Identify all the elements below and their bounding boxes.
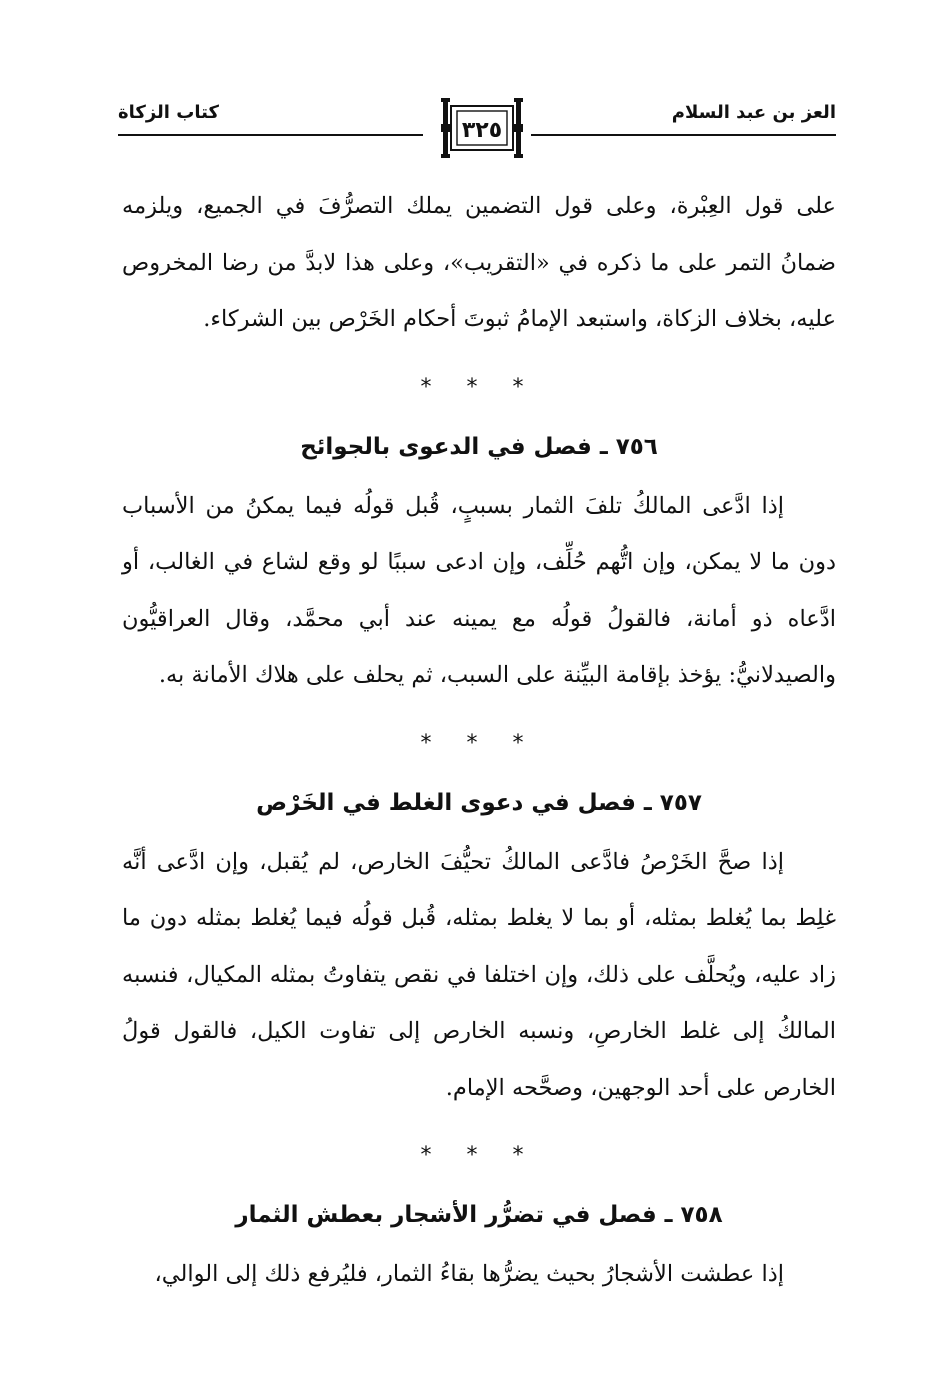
running-title-book: كتاب الزكاة xyxy=(118,102,219,123)
page-header xyxy=(100,92,836,172)
section-heading-757: ٧٥٧ ـ فصل في دعوى الغلط في الخَرْص xyxy=(256,789,702,816)
section-756-paragraph: إذا ادَّعى المالكُ تلفَ الثمار بسببٍ، قُبل قولُه فيما يمكنُ من الأسباب دون ما لا يمكن، وإن اتُّهم حُلِّف، وإن ادعى سببًا لو وقع لشاع في الغالب، أو ادَّعاه ذو أمانة، فالقولُ قولُه مع يمينه عند أبي محمَّد، وقال العراقيُّون والصيدلانيُّ: يؤخذ بإقامة البيِّنة على السبب، ثم يحلف على هلاك الأمانة به. xyxy=(122,492,836,688)
page-number: ٣٢٥ xyxy=(461,118,503,143)
section-757-paragraph: إذا صحَّ الخَرْصُ فادَّعى المالكُ تحيُّفَ الخارص، لم يُقبل، وإن ادَّعى أنَّه غلِط بما يُغلط بمثله، أو بما لا يغلط بمثله، قُبل قولُه فيما يُغلط بمثله دون ما زاد عليه، ويُحلَّف على ذلك، وإن اختلفا في نقص يتفاوتُ بمثله المكيال، فنسبه المالكُ إلى غلط الخارصِ، ونسبه الخارص إلى تفاوت الكيل، فالقول قولُ الخارص على أحد الوجهين، وصحَّحه الإمام. xyxy=(122,848,836,1101)
header-rule-right xyxy=(531,134,836,136)
page-number-frame xyxy=(441,92,523,164)
running-title-author: العز بن عبد السلام xyxy=(671,102,836,123)
page-body xyxy=(122,178,836,1303)
intro-paragraph: على قول العِبْرة، وعلى قول التضمين يملك التصرُّفَ في الجميع، ويلزمه ضمانُ التمر على ما ذكره في «التقريب»، وعلى هذا لابدَّ من رضا المخروص عليه، بخلاف الزكاة، واستبعد الإمامُ ثبوتَ أحكام الخَرْص بين الشركاء. xyxy=(122,193,836,332)
section-heading-756: ٧٥٦ ـ فصل في الدعوى بالجوائح xyxy=(300,433,658,460)
header-rule-left xyxy=(118,134,423,136)
section-heading-758: ٧٥٨ ـ فصل في تضرُّر الأشجار بعطش الثمار xyxy=(235,1202,723,1228)
section-separator: * * * xyxy=(420,730,538,756)
section-758-paragraph: إذا عطشت الأشجارُ بحيث يضرُّها بقاءُ الثمار، فليُرفع ذلك إلى الوالي، xyxy=(154,1261,784,1287)
section-separator: * * * xyxy=(420,1143,538,1168)
section-separator: * * * xyxy=(420,374,538,400)
